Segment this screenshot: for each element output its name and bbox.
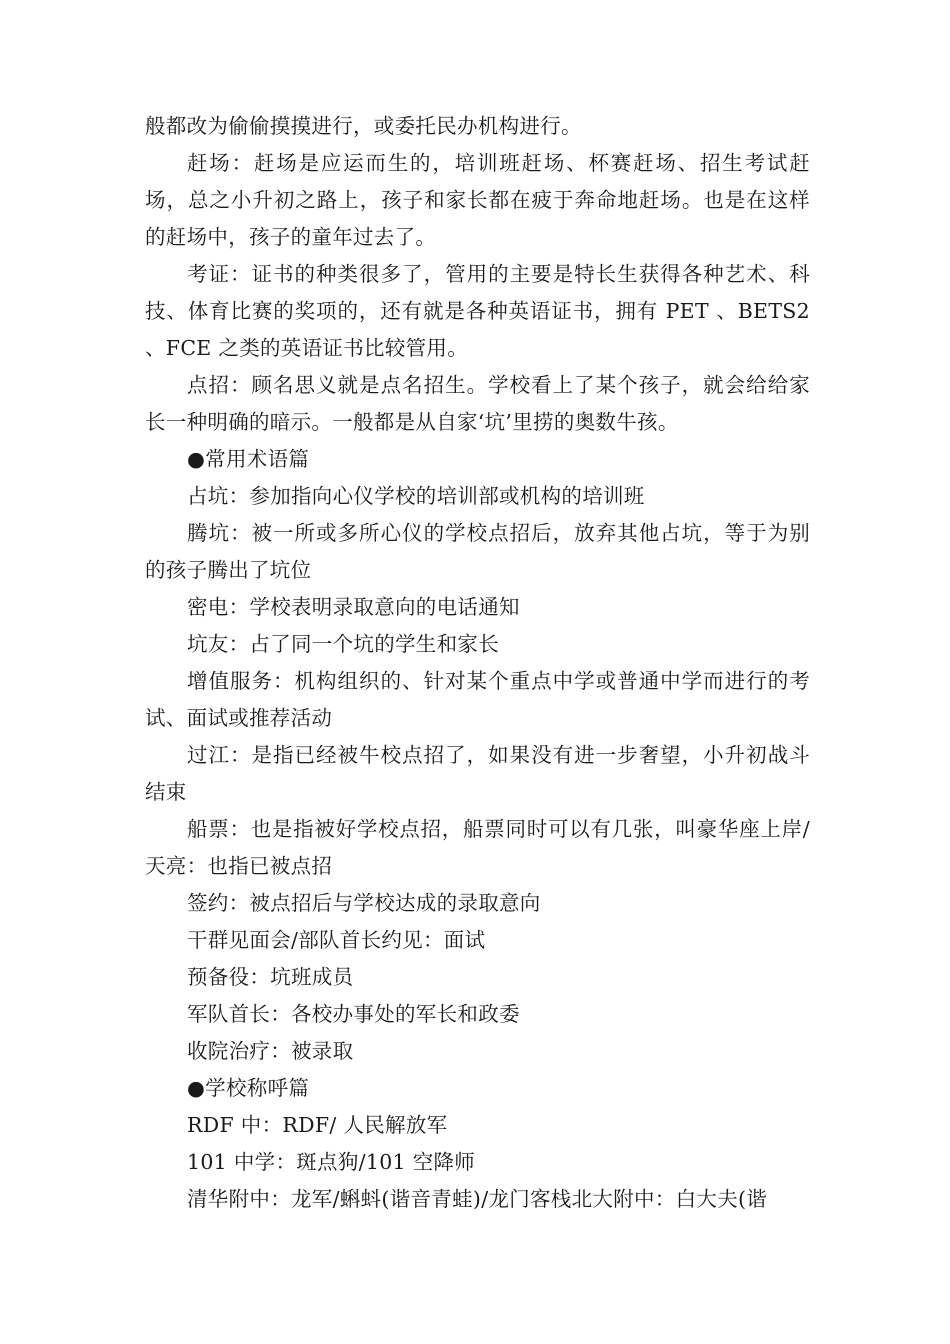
term-kengyou: 坑友：占了同一个坑的学生和家长 bbox=[187, 632, 499, 656]
document-page bbox=[145, 108, 810, 1218]
term-chuanpiao: 船票：也是指被好学校点招，船票同时可以有几张，叫豪华座上岸/天亮：也指已被点招 bbox=[145, 817, 810, 878]
term-zengzhi-fuwu: 增值服务：机构组织的、针对某个重点中学或普通中学而进行的考试、面试或推荐活动 bbox=[145, 669, 810, 730]
term-jundui-shouzhang: 军队首长：各校办事处的军长和政委 bbox=[187, 1002, 520, 1026]
term-guojiang: 过江：是指已经被牛校点招了，如果没有进一步奢望，小升初战斗结束 bbox=[145, 743, 810, 804]
section-heading-terms: ●常用术语篇 bbox=[187, 447, 310, 471]
term-tengkeng: 腾坑：被一所或多所心仪的学校点招后，放弃其他占坑，等于为别的孩子腾出了坑位 bbox=[145, 521, 810, 582]
term-midian: 密电：学校表明录取意向的电话通知 bbox=[187, 595, 520, 619]
term-yubeiyi: 预备役：坑班成员 bbox=[187, 965, 354, 989]
section-heading-schools: ●学校称呼篇 bbox=[187, 1076, 310, 1100]
paragraph-ganchang: 赶场：赶场是应运而生的，培训班赶场、杯赛赶场、招生考试赶场，总之小升初之路上，孩子和家长都在疲于奔命地赶场。也是在这样的赶场中，孩子的童年过去了。 bbox=[145, 151, 810, 249]
paragraph-dianzhao: 点招：顾名思义就是点名招生。学校看上了某个孩子，就会给给家长一种明确的暗示。一般都是从自家‘坑’里捞的奥数牛孩。 bbox=[145, 373, 810, 434]
school-qinghua-fuzhong: 清华附中：龙军/蝌蚪(谐音青蛙)/龙门客栈北大附中：白大夫(谐 bbox=[187, 1187, 768, 1211]
term-qianyue: 签约：被点招后与学校达成的录取意向 bbox=[187, 891, 541, 915]
term-mianshi: 干群见面会/部队首长约见：面试 bbox=[187, 928, 486, 952]
term-shouyuan-zhiliao: 收院治疗：被录取 bbox=[187, 1039, 354, 1063]
school-101: 101 中学：斑点狗/101 空降师 bbox=[187, 1150, 476, 1174]
paragraph-kaozheng: 考证：证书的种类很多了，管用的主要是特长生获得各种艺术、科技、体育比赛的奖项的，还有就是各种英语证书，拥有 PET 、BETS2 、FCE 之类的英语证书比较管用。 bbox=[145, 262, 810, 360]
paragraph-continuation: 般都改为偷偷摸摸进行，或委托民办机构进行。 bbox=[145, 114, 582, 138]
term-zhankeng: 占坑：参加指向心仪学校的培训部或机构的培训班 bbox=[187, 484, 645, 508]
school-rdf: RDF 中：RDF/ 人民解放军 bbox=[187, 1113, 448, 1137]
